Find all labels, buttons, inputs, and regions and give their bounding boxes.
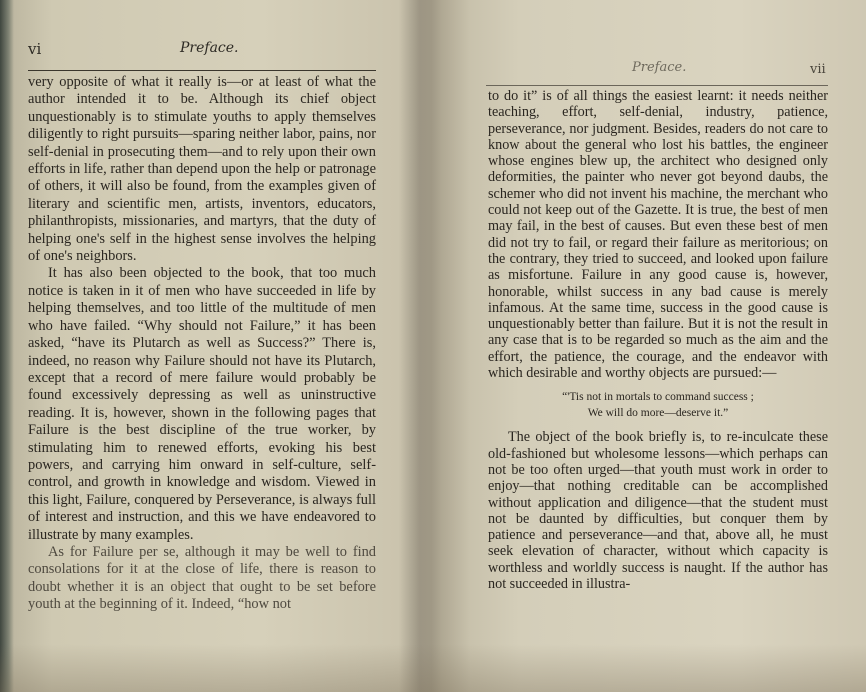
left-page-number: vi [28, 40, 42, 58]
left-paragraph-3: As for Failure per se, although it may be well to find consolations for it at the close of life, there is reason to doubt whether it is an object that ought to be set before youth at the beginning of it. Indeed, “how not [28, 543, 376, 613]
right-page [436, 0, 866, 692]
right-running-title: Preface. [632, 60, 687, 75]
quote-line-2: We will do more—deserve it.” [587, 407, 729, 420]
left-paragraph-2: It has also been objected to the book, that too much notice is taken in it of men who have succeeded in life by helping themselves, and too little of the multitude of men who have failed. “Why should not Failure,” it has been asked, “have its Plutarch as well as Success?” There is, indeed, no reason why Failure should not have its Plutarch, except that a record of mere failure would probably be found excessively depressing as well as uninstructive reading. It is, however, shown in the following pages that Failure is the best discipline of the true worker, by stimulating him to renewed efforts, evoking his best powers, and carrying him onward in self-culture, self-control, and growth in knowledge and wisdom. Viewed in this light, Failure, conquered by Perseverance, is always full of interest and instruction, and this we have endeavored to illustrate by many examples. [28, 265, 376, 543]
quote-line-1: “'Tis not in mortals to command success ; [562, 391, 754, 404]
right-body [488, 88, 828, 592]
left-body [28, 74, 376, 614]
left-header-rule [28, 70, 376, 71]
left-page [0, 0, 430, 692]
right-paragraph-1: to do it” is of all things the easiest learnt: it needs neither teaching, effort, self-denial, industry, patience, perseverance, nor judgment. Besides, readers do not care to know about the general who lost his battles, the engineer whose engines blew up, the architect who designed only deformities, the painter who never got beyond daubs, the schemer who did not invent his machine, the merchant who could not keep out of the Gazette. It is true, the best of men may fail, in the best of causes. But even these best of men did not try to fail, or regard their failure as meritorious; on the contrary, they tried to succeed, and looked upon failure as misfortune. Failure in any good cause is, however, honorable, whilst success in any bad cause is merely infamous. At the same time, success in the good cause is unquestionably better than failure. But it is not the result in any case that is to be regarded so much as the aim and the effort, the patience, the courage, and the endeavor with which desirable and worthy objects are pursued:— [488, 88, 828, 382]
right-header-rule [486, 85, 828, 86]
right-page-number: vii [810, 62, 826, 77]
left-running-title: Preface. [180, 40, 239, 56]
verse-quote [488, 389, 828, 421]
right-paragraph-2: The object of the book briefly is, to re-inculcate these old-fashioned but wholesome lessons—which perhaps can not be too often urged—that youth must work in order to enjoy—that nothing creditable can be accomplished without application and diligence—that the student must not be daunted by difficulties, but conquer them by patience and perseverance—and that, above all, he must seek elevation of character, without which capacity is worthless and worldly success is naught. If the author has not succeeded in illustra- [488, 429, 828, 593]
left-paragraph-1: very opposite of what it really is—or at least of what the author intended it to be. Although its chief object unquestionably is to stimulate youths to apply themselves diligently to right pursuits—sparing neither labor, pains, nor self-denial in prosecuting them—and to rely upon their own efforts in life, rather than depend upon the help or patronage of others, it will also be found, from the examples given of literary and scientific men, artists, inventors, educators, philanthropists, missionaries, and martyrs, that the duty of helping one's self in the highest sense involves the helping of one's neighbors. [28, 74, 376, 265]
